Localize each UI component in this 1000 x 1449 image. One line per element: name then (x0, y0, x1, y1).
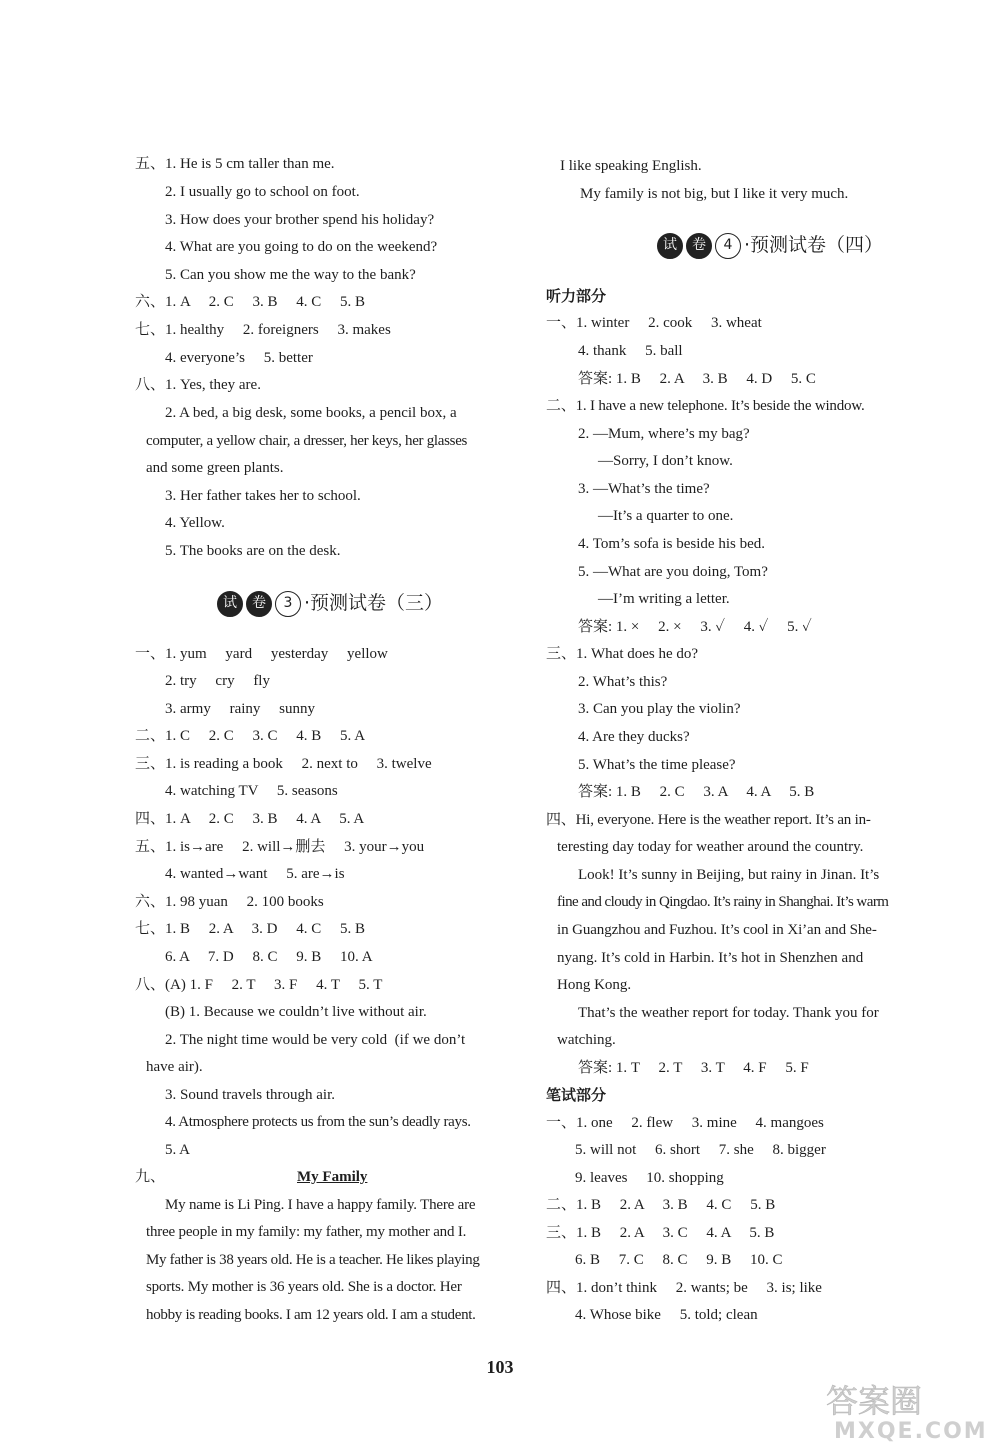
answer-line: 一、1. one 2. flew 3. mine 4. mangoes (546, 1115, 824, 1131)
watermark-logo (820, 1378, 990, 1442)
paper-title-text: ·预测试卷（四） (743, 234, 884, 256)
essay-line: I like speaking English. (560, 158, 702, 174)
answer-line: 三、1. is reading a book 2. next to 3. twelve (135, 756, 432, 772)
watermark-top-text: 答案圈 (826, 1382, 923, 1420)
answer-line: 3. Her father takes her to school. (165, 488, 361, 504)
answer-line: 二、1. I have a new telephone. It’s beside the window. (546, 398, 865, 414)
answer-line: 5. Can you show me the way to the bank? (165, 267, 416, 283)
answer-line: 3. Sound travels through air. (165, 1087, 335, 1103)
answer-line: 答案: 1. × 2. × 3. ✓ 4. ✓ 5. ✓ (578, 619, 812, 635)
answer-line: 4. Whose bike 5. told; clean (575, 1307, 758, 1323)
section-listening: 听力部分 (546, 287, 607, 305)
answer-line: 答案: 1. B 2. A 3. B 4. D 5. C (578, 371, 816, 387)
answer-line: 六、1. 98 yuan 2. 100 books (135, 894, 324, 910)
answer-line: Look! It’s sunny in Beijing, but rainy in Jinan. It’s (578, 867, 880, 883)
answer-line: 4. Atmosphere protects us from the sun’s deadly rays. (165, 1114, 471, 1130)
paper-badge: 试 (217, 591, 243, 617)
essay-label: 九、 (135, 1169, 166, 1185)
answer-line: 八、(A) 1. F 2. T 3. F 4. T 5. T (135, 977, 383, 993)
answer-line: 五、1. He is 5 cm taller than me. (135, 156, 335, 172)
answer-line: 4. What are you going to do on the weekend? (165, 239, 438, 255)
paper3-title (0, 590, 540, 617)
answer-line: 6. A 7. D 8. C 9. B 10. A (165, 949, 373, 965)
answer-line: 4. Tom’s sofa is beside his bed. (578, 536, 765, 552)
answer-line: 2. A bed, a big desk, some books, a pencil box, a (165, 405, 457, 421)
answer-line: and some green plants. (146, 460, 284, 476)
answer-line: 3. —What’s the time? (578, 481, 710, 497)
answer-line: That’s the weather report for today. Thank you for (578, 1005, 879, 1021)
essay-line: three people in my family: my father, my mother and I. (146, 1224, 467, 1240)
watermark-bottom-text: MXQE.COM (834, 1419, 988, 1442)
essay-line: hobby is reading books. I am 12 years old. I am a student. (146, 1307, 476, 1323)
paper-badge: 卷 (246, 591, 272, 617)
answer-line: 四、Hi, everyone. Here is the weather report. It’s an in- (546, 812, 871, 828)
answer-line: fine and cloudy in Qingdao. It’s rainy in Shanghai. It’s warm (557, 894, 889, 910)
paper4-title (540, 232, 1000, 259)
answer-line: have air). (146, 1059, 203, 1075)
answer-line: Hong Kong. (557, 977, 632, 993)
section-written: 笔试部分 (546, 1086, 607, 1104)
answer-line: 5. The books are on the desk. (165, 543, 341, 559)
essay-line: sports. My mother is 36 years old. She is a doctor. Her (146, 1279, 462, 1295)
answer-line: 四、1. don’t think 2. wants; be 3. is; like (546, 1280, 822, 1296)
essay-title: My Family (297, 1169, 368, 1185)
answer-line: computer, a yellow chair, a dresser, her keys, her glasses (146, 433, 468, 449)
answer-line: 四、1. A 2. C 3. B 4. A 5. A (135, 811, 365, 827)
answer-line: 4. everyone’s 5. better (165, 350, 313, 366)
answer-line: 4. thank 5. ball (578, 343, 683, 359)
answer-line: teresting day today for weather around the country. (557, 839, 864, 855)
answer-line: 3. How does your brother spend his holiday? (165, 212, 435, 228)
answer-line: 2. I usually go to school on foot. (165, 184, 360, 200)
answer-line: in Guangzhou and Fuzhou. It’s cool in Xi’an and She- (557, 922, 877, 938)
answer-line: 二、1. B 2. A 3. B 4. C 5. B (546, 1197, 776, 1213)
answer-line: 一、1. yum yard yesterday yellow (135, 646, 388, 662)
paper-badge: 试 (657, 233, 683, 259)
answer-line: nyang. It’s cold in Harbin. It’s hot in Shenzhen and (557, 950, 864, 966)
answer-line: 6. B 7. C 8. C 9. B 10. C (575, 1252, 783, 1268)
answer-line: —It’s a quarter to one. (598, 508, 734, 524)
answer-line: 2. —Mum, where’s my bag? (578, 426, 750, 442)
answer-line: (B) 1. Because we couldn’t live without air. (165, 1004, 427, 1020)
paper-number-badge: 4 (715, 233, 741, 259)
answer-line: 4. watching TV 5. seasons (165, 783, 338, 799)
answer-line: —I’m writing a letter. (598, 591, 730, 607)
paper-number-badge: 3 (275, 591, 301, 617)
answer-line: 六、1. A 2. C 3. B 4. C 5. B (135, 294, 366, 310)
answer-line: 2. What’s this? (578, 674, 668, 690)
answer-line: 八、1. Yes, they are. (135, 377, 261, 393)
answer-line: 五、1. is→are 2. will→删去 3. your→you (135, 839, 425, 855)
answer-line: 2. The night time would be very cold (if we don’t (165, 1032, 466, 1048)
answer-line: 二、1. C 2. C 3. C 4. B 5. A (135, 728, 366, 744)
answer-line: 5. What’s the time please? (578, 757, 736, 773)
answer-line: —Sorry, I don’t know. (598, 453, 733, 469)
answer-line: watching. (557, 1032, 616, 1048)
answer-line: 5. A (165, 1142, 191, 1158)
paper-badge: 卷 (686, 233, 712, 259)
answer-line: 七、1. healthy 2. foreigners 3. makes (135, 322, 391, 338)
answer-line: 4. Are they ducks? (578, 729, 690, 745)
answer-line: 三、1. What does he do? (546, 646, 699, 662)
essay-line: My father is 38 years old. He is a teacher. He likes playing (146, 1252, 480, 1268)
answer-line: 3. army rainy sunny (165, 701, 315, 717)
answer-line: 2. try cry fly (165, 673, 270, 689)
paper-title-text: ·预测试卷（三） (303, 592, 444, 614)
essay-line: My family is not big, but I like it very much. (580, 186, 849, 202)
answer-line: 5. —What are you doing, Tom? (578, 564, 768, 580)
answer-line: 答案: 1. B 2. C 3. A 4. A 5. B (578, 784, 815, 800)
answer-line: 9. leaves 10. shopping (575, 1170, 724, 1186)
answer-line: 4. wanted→want 5. are→is (165, 866, 345, 882)
answer-line: 3. Can you play the violin? (578, 701, 741, 717)
answer-line: 4. Yellow. (165, 515, 225, 531)
answer-line: 答案: 1. T 2. T 3. T 4. F 5. F (578, 1060, 809, 1076)
page-number: 103 (486, 1357, 514, 1377)
answer-line: 一、1. winter 2. cook 3. wheat (546, 315, 762, 331)
essay-line: My name is Li Ping. I have a happy family. There are (165, 1197, 476, 1213)
answer-line: 七、1. B 2. A 3. D 4. C 5. B (135, 921, 366, 937)
answer-line: 三、1. B 2. A 3. C 4. A 5. B (546, 1225, 775, 1241)
answer-line: 5. will not 6. short 7. she 8. bigger (575, 1142, 826, 1158)
